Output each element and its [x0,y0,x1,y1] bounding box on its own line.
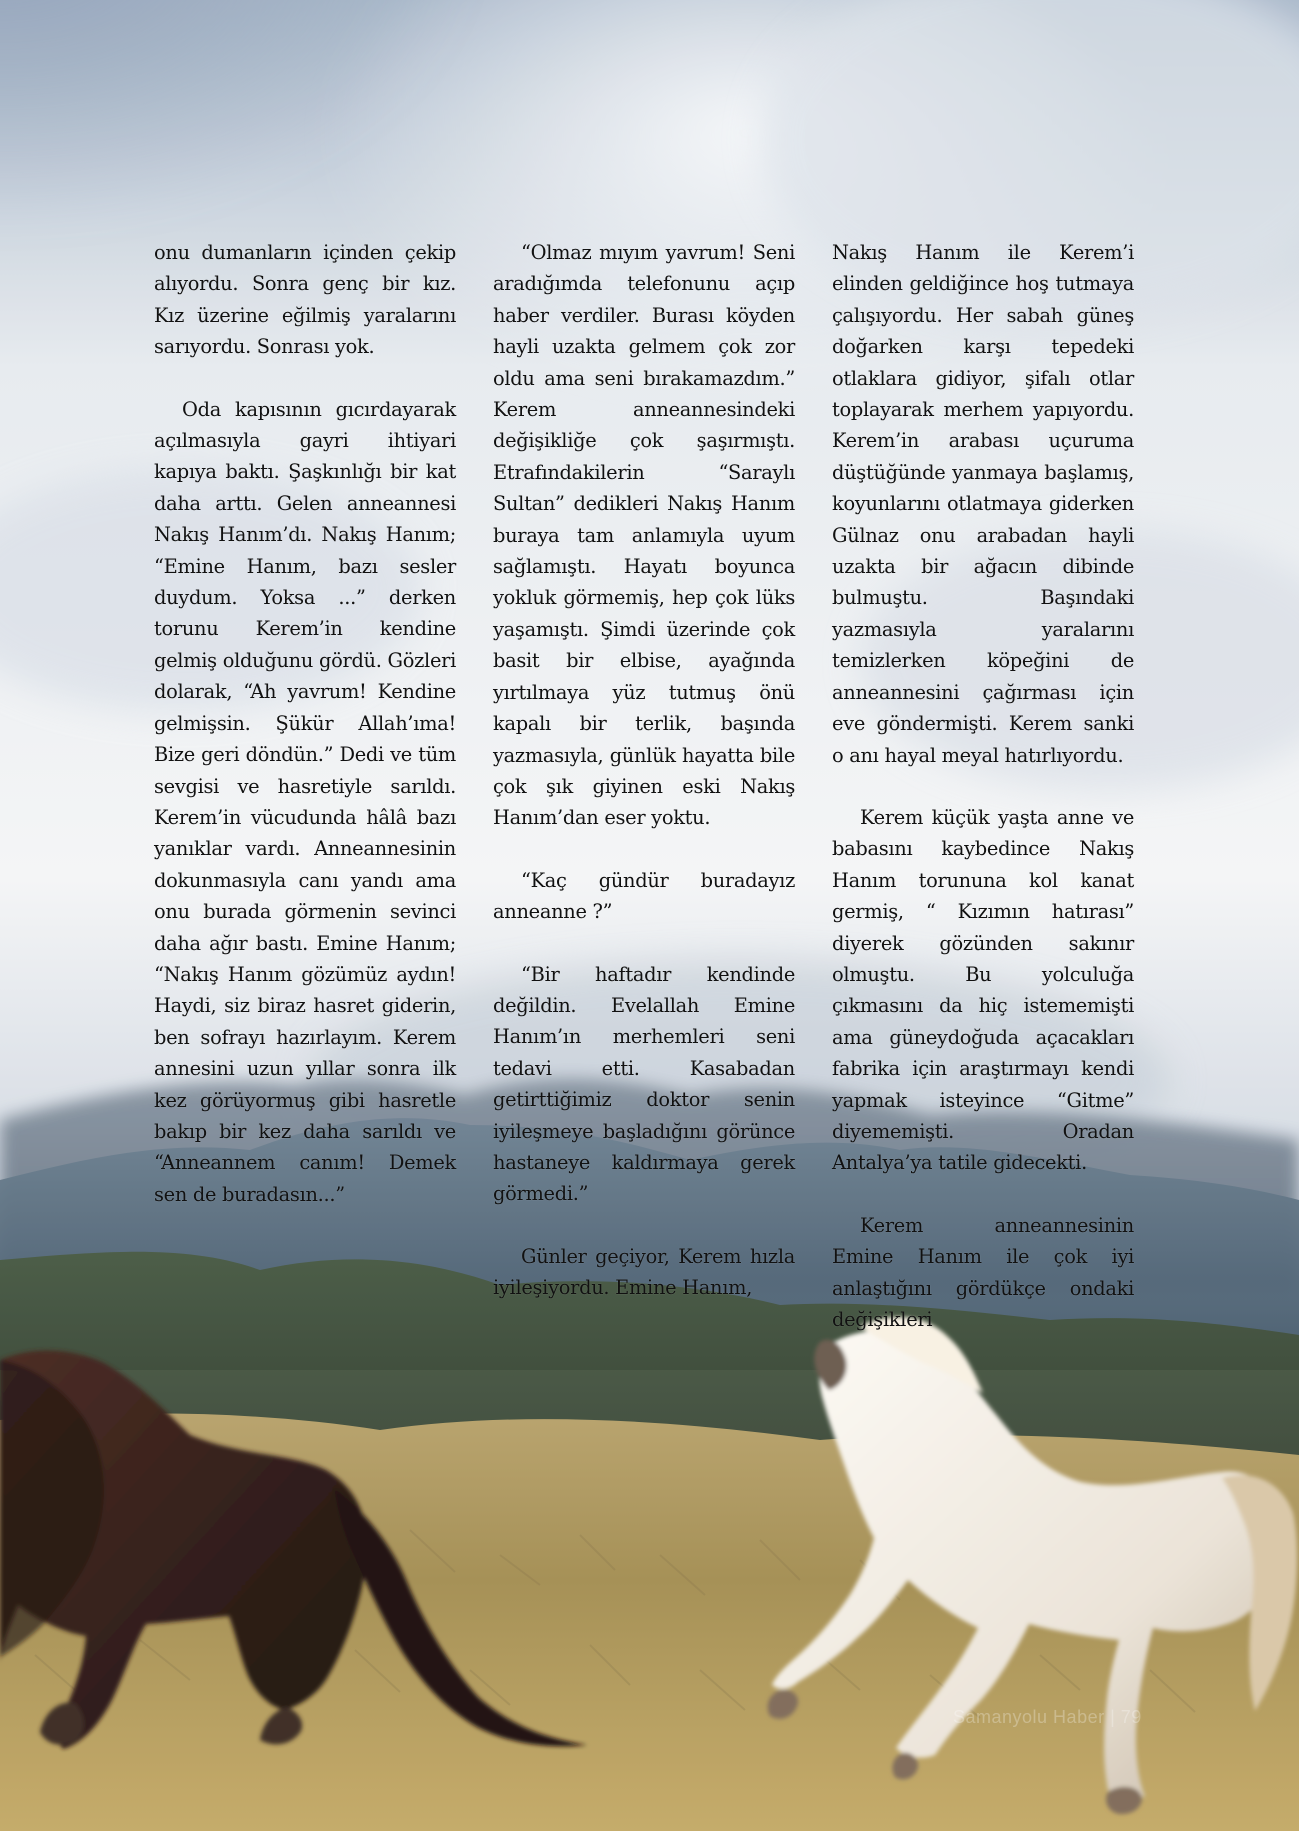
article-columns [154,237,1134,1366]
article-column-3 [832,237,1134,1366]
paragraph: Kerem küçük yaşta anne ve babasını kaybedince Nakış Hanım torununa kol kanat germiş, “ Kızımın hatırası” diyerek gözünden sakınır olmuştu. Bu yolculuğa çıkmasını da hiç istememişti ama güneydoğuda açacakları fabrika için araştırmayı kendi yapmak isteyince “Gitme” diyememişti. Oradan Antalya’ya tatile gidecekti. [832,805,1134,1175]
paragraph: Oda kapısının gıcırdayarak açılmasıyla gayri ihtiyari kapıya baktı. Şaşkınlığı bir kat daha arttı. Gelen anneannesi Nakış Hanım’dı. Nakış Hanım; “Emine Hanım, bazı sesler duydum. Yoksa ...” derken torunu Kerem’in kendine gelmiş olduğunu gördü. Gözleri dolarak, “Ah yavrum! Kendine gelmişsin. Şükür Allah’ıma! Bize geri döndün.” Dedi ve tüm sevgisi ve hasretiyle sarıldı. Kerem’in vücudunda hâlâ bazı yanıklar vardı. Anneannesinin dokunmasıyla canı yandı ama onu burada görmenin sevinci daha ağır bastı. Emine Hanım; “Nakış Hanım gözümüz aydın! Haydi, siz biraz hasret giderin, ben sofrayı hazırlayım. Kerem annesini uzun yıllar sonra ilk kez görüyormuş gibi hasretle bakıp bir kez daha sarıldı ve “Anneannem canım! Demek sen de buradasın...” [154,397,456,1206]
paragraph: Nakış Hanım ile Kerem’i elinden geldiğince hoş tutmaya çalışıyordu. Her sabah güneş doğarken karşı tepedeki otlaklara gidiyor, şifalı otlar toplayarak merhem yapıyordu. Kerem’in arabası uçuruma düştüğünde yanmaya başlamış, koyunlarını otlatmaya giderken Gülnaz onu arabadan hayli uzakta bir ağacın dibinde bulmuştu. Başındaki yazmasıyla yaralarını temizlerken köpeğini de anneannesini çağırması için eve göndermişti. Kerem sanki o anı hayal meyal hatırlıyordu. [832,241,1134,767]
paragraph: “Bir haftadır kendinde değildin. Evelallah Emine Hanım’ın merhemleri seni tedavi etti. Kasabadan getirttiğimiz doktor senin iyileşmeye başladığını görünce hastaneye kaldırmaya gerek görmedi.” [493,962,795,1206]
article-column-1 [154,237,456,1366]
paragraph: Kerem anneannesinin Emine Hanım ile çok iyi anlaştığını gördükçe ondaki değişikleri [832,1213,1134,1331]
magazine-page-number: Samanyolu Haber | 79 [953,1707,1142,1727]
paragraph: “Kaç gündür buradayız anneanne ?” [493,868,795,924]
paragraph: onu dumanların içinden çekip alıyordu. Sonra genç bir kız. Kız üzerine eğilmiş yaralarını sarıyordu. Sonrası yok. [154,241,456,359]
paragraph: “Olmaz mıyım yavrum! Seni aradığımda telefonunu açıp haber verdiler. Burası köyden hayli uzakta gelmem çok zor oldu ama seni bırakamazdım.” Kerem anneannesindeki değişikliğe çok şaşırmıştı. Etrafındakilerin “Saraylı Sultan” dedikleri Nakış Hanım buraya tam anlamıyla uyum sağlamıştı. Hayatı boyunca yokluk görmemiş, hep çok lüks yaşamıştı. Şimdi üzerinde çok basit bir elbise, ayağında yırtılmaya yüz tutmuş önü kapalı bir terlik, başında yazmasıyla, günlük hayatta bile çok şık giyinen eski Nakış Hanım’dan eser yoktu. [493,241,795,830]
article-column-2 [493,237,795,1366]
paragraph: Günler geçiyor, Kerem hızla iyileşiyordu. Emine Hanım, [493,1244,795,1300]
